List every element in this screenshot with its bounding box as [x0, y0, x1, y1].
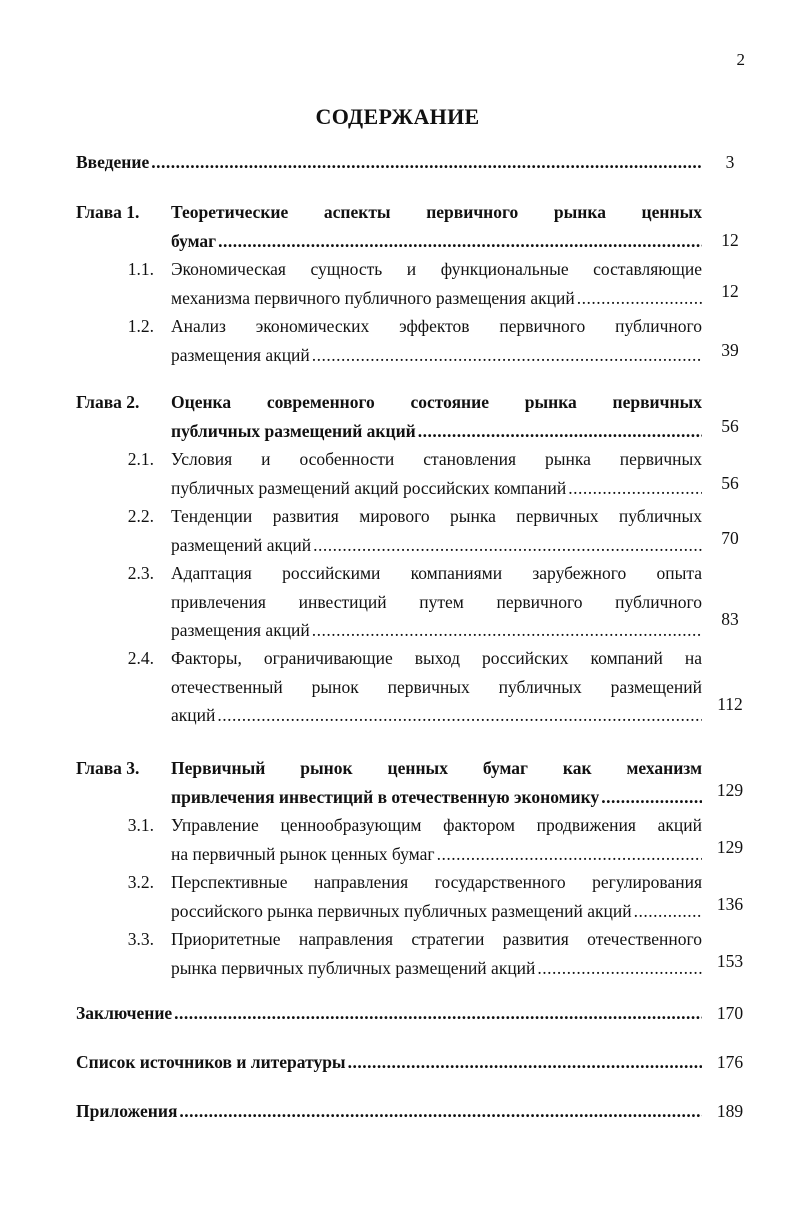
- section-title-line: Тенденции развития мирового рынка первичных публичных: [171, 506, 702, 526]
- toc-page-number: 176: [716, 1052, 744, 1072]
- toc-page-number: 56: [721, 416, 739, 436]
- section-number: 2.1.: [127, 449, 154, 469]
- section-title-line: Экономическая сущность и функциональные составляющие: [171, 259, 702, 279]
- toc-entry-label: Приложения: [76, 1101, 178, 1121]
- leader-dots: [174, 999, 702, 1028]
- section-title-line: Адаптация российскими компаниями зарубежного опыта: [171, 563, 702, 583]
- section-number: 3.2.: [127, 872, 154, 892]
- toc-page-number: 189: [716, 1101, 744, 1121]
- chapter-title-line: привлечения инвестиций в отечественную экономику: [171, 786, 600, 807]
- section-number: 2.4.: [127, 648, 154, 668]
- leader-dots: [151, 148, 702, 177]
- section-title-line: публичных размещений акций российских компаний: [171, 477, 567, 498]
- section-title-line: Управление ценнообразующим фактором продвижения акций: [171, 815, 702, 835]
- leader-dots: [312, 341, 702, 370]
- toc-entry-label: Список источников и литературы: [76, 1052, 346, 1072]
- section-title-line: механизма первичного публичного размещения акций: [171, 287, 575, 308]
- leader-dots: [634, 897, 702, 926]
- section-title-line: размещения акций: [171, 620, 310, 640]
- toc-page-number: 136: [716, 894, 744, 914]
- chapter-label: Глава 1.: [76, 202, 140, 222]
- toc-page-number: 83: [721, 609, 739, 629]
- toc-page-number: 170: [716, 1003, 744, 1023]
- section-title-line: Перспективные направления государственного регулирования: [171, 872, 702, 892]
- section-title-line: на первичный рынок ценных бумаг: [171, 843, 435, 864]
- section-title-line: отечественный рынок первичных публичных размещений: [171, 676, 702, 697]
- leader-dots: [437, 840, 702, 869]
- page-number: 2: [736, 50, 745, 69]
- leader-dots: [312, 616, 702, 645]
- section-title-line: привлечения инвестиций путем первичного публичного: [171, 591, 702, 612]
- leader-dots: [537, 954, 702, 983]
- leader-dots: [313, 531, 702, 560]
- leader-dots: [217, 701, 702, 730]
- chapter-title-line: Оценка современного состояние рынка первичных: [171, 392, 702, 412]
- section-title-line: Приоритетные направления стратегии развития отечественного: [171, 929, 702, 949]
- section-title-line: рынка первичных публичных размещений акций: [171, 957, 536, 978]
- section-number: 3.3.: [127, 929, 154, 949]
- section-title-line: Анализ экономических эффектов первичного публичного: [171, 316, 702, 336]
- section-title-line: размещений акций: [171, 534, 312, 555]
- toc-page-number: 39: [721, 340, 739, 360]
- leader-dots: [218, 227, 702, 256]
- toc-page-number: 112: [717, 694, 743, 714]
- toc-entry-label: Заключение: [76, 1003, 173, 1023]
- section-number: 1.1.: [127, 259, 154, 279]
- toc-page-number: 153: [716, 951, 744, 971]
- leader-dots: [568, 474, 702, 503]
- chapter-title-line: Первичный рынок ценных бумаг как механизм: [171, 758, 702, 778]
- toc-page-number: 129: [716, 837, 744, 857]
- section-number: 2.3.: [127, 563, 154, 583]
- section-title-line: Факторы, ограничивающие выход российских компаний на: [171, 648, 702, 668]
- chapter-label: Глава 2.: [76, 392, 140, 412]
- toc-page-number: 70: [721, 528, 739, 548]
- toc-page-number: 56: [721, 473, 739, 493]
- section-title-line: Условия и особенности становления рынка первичных: [171, 449, 702, 469]
- chapter-title-line: Теоретические аспекты первичного рынка ценных: [171, 202, 702, 222]
- leader-dots: [179, 1097, 702, 1126]
- toc-page-number: 12: [721, 281, 739, 301]
- leader-dots: [577, 284, 702, 313]
- toc-entry-label: Введение: [76, 152, 150, 172]
- section-title-line: акций: [171, 705, 216, 725]
- chapter-label: Глава 3.: [76, 758, 140, 778]
- section-number: 2.2.: [127, 506, 154, 526]
- leader-dots: [601, 783, 702, 812]
- page-title: СОДЕРЖАНИЕ: [315, 104, 480, 129]
- toc-page-number: 12: [721, 230, 739, 250]
- section-title-line: российского рынка первичных публичных размещений акций: [171, 900, 632, 921]
- toc-page-number: 3: [725, 152, 735, 172]
- leader-dots: [348, 1048, 702, 1077]
- section-title-line: размещения акций: [171, 344, 310, 365]
- section-number: 3.1.: [127, 815, 154, 835]
- section-number: 1.2.: [127, 316, 154, 336]
- chapter-title-line: публичных размещений акций: [171, 420, 416, 441]
- chapter-title-line: бумаг: [171, 230, 217, 251]
- toc-page-number: 129: [716, 780, 744, 800]
- leader-dots: [418, 417, 702, 446]
